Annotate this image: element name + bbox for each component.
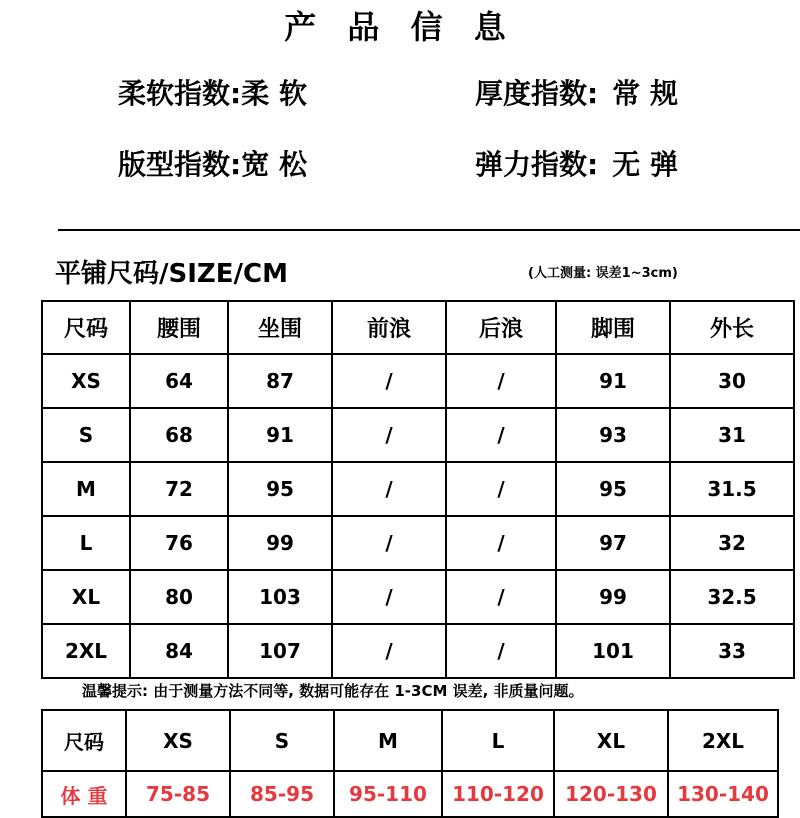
elasticity-index: [475, 143, 678, 183]
table-cell: 31: [670, 408, 794, 462]
fit-index: [118, 143, 307, 183]
table-cell: /: [332, 570, 446, 624]
fit-value: 宽 松: [241, 148, 307, 181]
header-cell: 后浪: [446, 301, 556, 354]
header-cell: 外长: [670, 301, 794, 354]
table-cell: /: [446, 408, 556, 462]
table-row: [42, 462, 794, 516]
table-cell: 31.5: [670, 462, 794, 516]
table-cell: 76: [130, 516, 228, 570]
table-cell: /: [446, 516, 556, 570]
header-cell: 尺码: [42, 710, 126, 771]
table-cell: /: [446, 462, 556, 516]
table-cell: 103: [228, 570, 332, 624]
table-cell: 95: [228, 462, 332, 516]
table-cell: 84: [130, 624, 228, 678]
header-cell: 2XL: [668, 710, 778, 771]
size-table: [41, 300, 795, 679]
size-cell: S: [42, 408, 130, 462]
table-cell: 95: [556, 462, 670, 516]
size-cell: M: [42, 462, 130, 516]
table-cell: /: [446, 570, 556, 624]
header-cell: S: [230, 710, 334, 771]
table-row: [42, 624, 794, 678]
header-cell: 脚围: [556, 301, 670, 354]
weight-row: [42, 771, 778, 817]
weight-label-cell: 体 重: [42, 771, 126, 817]
softness-label: 柔软指数:: [118, 77, 242, 110]
weight-cell: 95-110: [334, 771, 442, 817]
header-cell: M: [334, 710, 442, 771]
table-cell: 72: [130, 462, 228, 516]
softness-index: [118, 72, 307, 112]
size-cell: XL: [42, 570, 130, 624]
table-cell: 64: [130, 354, 228, 408]
divider: [58, 229, 800, 231]
table-cell: 97: [556, 516, 670, 570]
table-cell: 91: [228, 408, 332, 462]
size-cell: L: [42, 516, 130, 570]
header-cell: XS: [126, 710, 230, 771]
table-cell: 99: [556, 570, 670, 624]
header-cell: 坐围: [228, 301, 332, 354]
table-cell: 68: [130, 408, 228, 462]
header-cell: L: [442, 710, 554, 771]
table-cell: 32.5: [670, 570, 794, 624]
table-cell: /: [332, 408, 446, 462]
thickness-label: 厚度指数:: [475, 77, 599, 110]
measurement-note: (人工测量: 误差1~3cm): [528, 266, 678, 281]
weight-cell: 75-85: [126, 771, 230, 817]
table-cell: 87: [228, 354, 332, 408]
header-cell: 腰围: [130, 301, 228, 354]
header-cell: 前浪: [332, 301, 446, 354]
elasticity-value: 无 弹: [612, 148, 678, 181]
table-cell: /: [446, 624, 556, 678]
elasticity-label: 弹力指数:: [475, 148, 599, 181]
header-cell: XL: [554, 710, 668, 771]
fit-label: 版型指数:: [118, 148, 242, 181]
weight-cell: 110-120: [442, 771, 554, 817]
table-cell: /: [332, 354, 446, 408]
weight-table: [41, 709, 779, 818]
weight-cell: 130-140: [668, 771, 778, 817]
table-row: [42, 516, 794, 570]
size-heading: 平铺尺码/SIZE/CM: [55, 259, 288, 289]
table-row: [42, 408, 794, 462]
page-title: 产 品 信 息: [284, 8, 516, 46]
table-cell: 93: [556, 408, 670, 462]
table-cell: 101: [556, 624, 670, 678]
measurement-tip: 温馨提示: 由于测量方法不同等, 数据可能存在 1-3CM 误差, 非质量问题。: [82, 682, 584, 700]
table-row: [42, 570, 794, 624]
table-cell: 33: [670, 624, 794, 678]
table-cell: 91: [556, 354, 670, 408]
table-cell: /: [332, 516, 446, 570]
table-cell: /: [332, 624, 446, 678]
softness-value: 柔 软: [241, 77, 307, 110]
header-cell: 尺码: [42, 301, 130, 354]
weight-cell: 85-95: [230, 771, 334, 817]
table-cell: /: [446, 354, 556, 408]
table-row: [42, 354, 794, 408]
table-cell: 107: [228, 624, 332, 678]
thickness-index: [475, 72, 678, 112]
size-cell: XS: [42, 354, 130, 408]
table-cell: 99: [228, 516, 332, 570]
table-cell: 32: [670, 516, 794, 570]
size-table-header: [42, 301, 794, 354]
size-cell: 2XL: [42, 624, 130, 678]
table-cell: 30: [670, 354, 794, 408]
thickness-value: 常 规: [612, 77, 678, 110]
weight-cell: 120-130: [554, 771, 668, 817]
weight-table-header: [42, 710, 778, 771]
table-cell: /: [332, 462, 446, 516]
table-cell: 80: [130, 570, 228, 624]
